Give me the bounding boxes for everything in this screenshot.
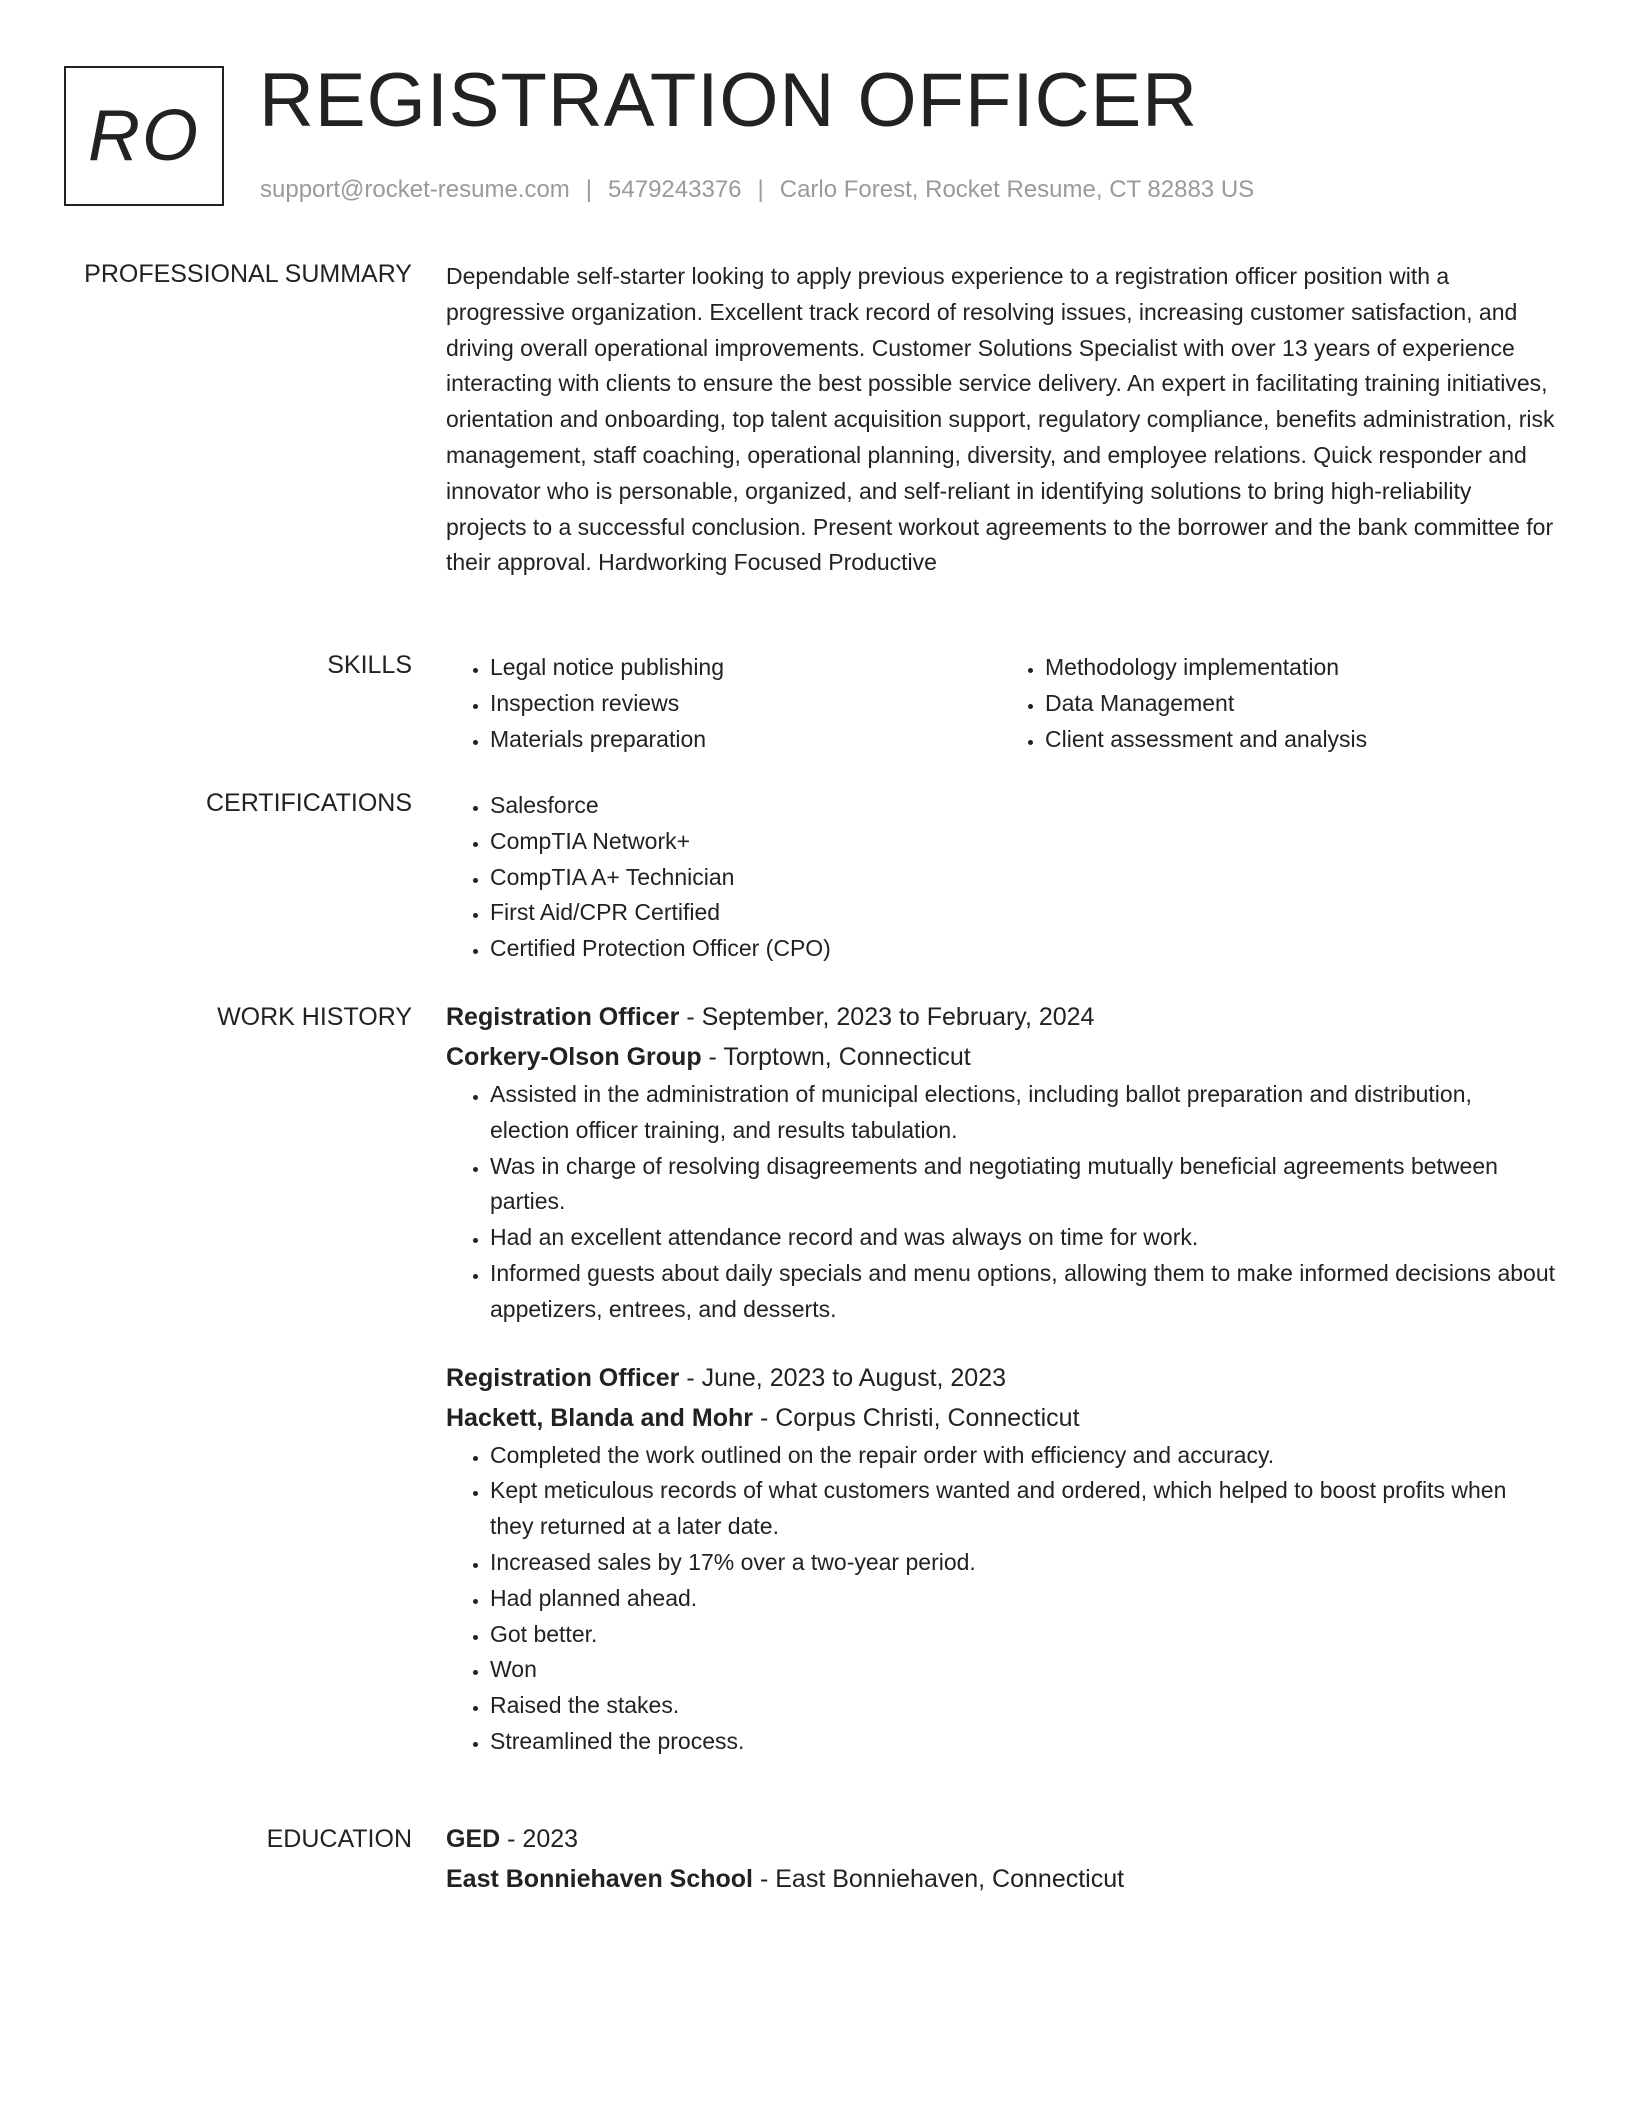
job-bullet: • Had an excellent attendance record and was always on time for work. <box>490 1220 1556 1256</box>
work-history-body <box>446 997 1556 1760</box>
certification-item: • Salesforce <box>490 788 1556 824</box>
job-company-line <box>446 1037 1556 1077</box>
job-title-line <box>446 1358 1556 1398</box>
resume-title: REGISTRATION OFFICER <box>259 58 1199 143</box>
certification-item: • Certified Protection Officer (CPO) <box>490 931 1556 967</box>
section-label-work-history: WORK HISTORY <box>217 1003 412 1031</box>
skills-list-right <box>1001 650 1556 757</box>
job-bullet: • Got better. <box>490 1617 1556 1653</box>
job-company: Hackett, Blanda and Mohr <box>446 1403 753 1432</box>
job-bullet: • Informed guests about daily specials and menu options, allowing them to make informed decisions about appetizers, entrees, and desserts. <box>490 1256 1556 1328</box>
education-school-line <box>446 1859 1556 1899</box>
skills-columns <box>446 650 1556 757</box>
job-company-line <box>446 1398 1556 1438</box>
education-school: East Bonniehaven School <box>446 1865 754 1893</box>
job-location: - Torptown, Connecticut <box>708 1043 971 1071</box>
skill-item: • Materials preparation <box>490 722 1001 758</box>
skills-body <box>446 650 1556 757</box>
summary-text: Dependable self-starter looking to apply previous experience to a registration officer position with a progressive organization. Excellent track record of resolving issues, increasing customer satisfaction, and driving overall operational improvements. Customer Solutions Specialist with over 13 years of experience interacting with clients to ensure the best possible service delivery. An expert in facilitating training initiatives, orientation and onboarding, top talent acquisition support, regulatory compliance, benefits administration, risk management, staff coaching, operational planning, diversity, and employee relations. Quick responder and innovator who is personable, organized, and self-reliant in identifying solutions to bring high-reliability projects to a successful conclusion. Present workout agreements to the borrower and the bank committee for their approval. Hardworking Focused Productive <box>446 263 1555 576</box>
contact-separator: | <box>585 176 593 203</box>
monogram-initials: RO <box>88 96 200 176</box>
job-bullet: • Increased sales by 17% over a two-year period. <box>490 1545 1556 1581</box>
skill-item: • Data Management <box>1045 686 1556 722</box>
education-body <box>446 1819 1556 1899</box>
contact-address: Carlo Forest, Rocket Resume, CT 82883 US <box>779 176 1255 203</box>
job-bullet: • Streamlined the process. <box>490 1724 1556 1760</box>
education-degree: GED <box>446 1825 501 1853</box>
job-bullet: • Was in charge of resolving disagreements and negotiating mutually beneficial agreements between parties. <box>490 1149 1556 1221</box>
contact-line <box>260 174 1254 206</box>
contact-separator: | <box>757 176 764 203</box>
education-degree-line <box>446 1819 1556 1859</box>
job-dates: - June, 2023 to August, 2023 <box>686 1363 1007 1392</box>
summary-body <box>446 259 1556 581</box>
skill-item: • Client assessment and analysis <box>1045 722 1556 758</box>
monogram-box <box>64 66 224 206</box>
section-label-skills: SKILLS <box>327 651 412 679</box>
job-title: Registration Officer <box>446 1363 680 1392</box>
certification-item: • CompTIA A+ Technician <box>490 860 1556 896</box>
job-entry <box>446 997 1556 1328</box>
job-title-line <box>446 997 1556 1037</box>
section-label-education: EDUCATION <box>266 1825 412 1853</box>
job-bullet: • Assisted in the administration of municipal elections, including ballot preparation and distribution, election officer training, and results tabulation. <box>490 1077 1556 1149</box>
education-year: - 2023 <box>507 1825 579 1853</box>
skill-item: • Legal notice publishing <box>490 650 1001 686</box>
skill-item: • Inspection reviews <box>490 686 1001 722</box>
job-entry <box>446 1358 1556 1760</box>
job-dates: - September, 2023 to February, 2024 <box>686 1003 1095 1031</box>
job-bullet: • Won <box>490 1652 1556 1688</box>
job-bullet: • Kept meticulous records of what customers wanted and ordered, which helped to boost profits when they returned at a later date. <box>490 1473 1556 1545</box>
job-bullet-list <box>446 1438 1556 1760</box>
job-bullet: • Completed the work outlined on the repair order with efficiency and accuracy. <box>490 1438 1556 1474</box>
job-company: Corkery-Olson Group <box>446 1043 702 1071</box>
certifications-list <box>446 788 1556 967</box>
job-location: - Corpus Christi, Connecticut <box>759 1403 1080 1432</box>
job-bullet-list <box>446 1077 1556 1328</box>
job-bullet: • Raised the stakes. <box>490 1688 1556 1724</box>
certification-item: • CompTIA Network+ <box>490 824 1556 860</box>
contact-phone[interactable]: 5479243376 <box>608 176 742 203</box>
section-label-summary: PROFESSIONAL SUMMARY <box>84 260 412 288</box>
section-label-certifications: CERTIFICATIONS <box>205 789 412 817</box>
education-location: - East Bonniehaven, Connecticut <box>759 1865 1125 1893</box>
skill-item: • Methodology implementation <box>1045 650 1556 686</box>
job-title: Registration Officer <box>446 1003 680 1031</box>
certifications-body <box>446 788 1556 967</box>
certification-item: • First Aid/CPR Certified <box>490 895 1556 931</box>
skills-list-left <box>446 650 1001 757</box>
job-bullet: • Had planned ahead. <box>490 1581 1556 1617</box>
contact-email[interactable]: support@rocket-resume.com <box>260 176 570 203</box>
